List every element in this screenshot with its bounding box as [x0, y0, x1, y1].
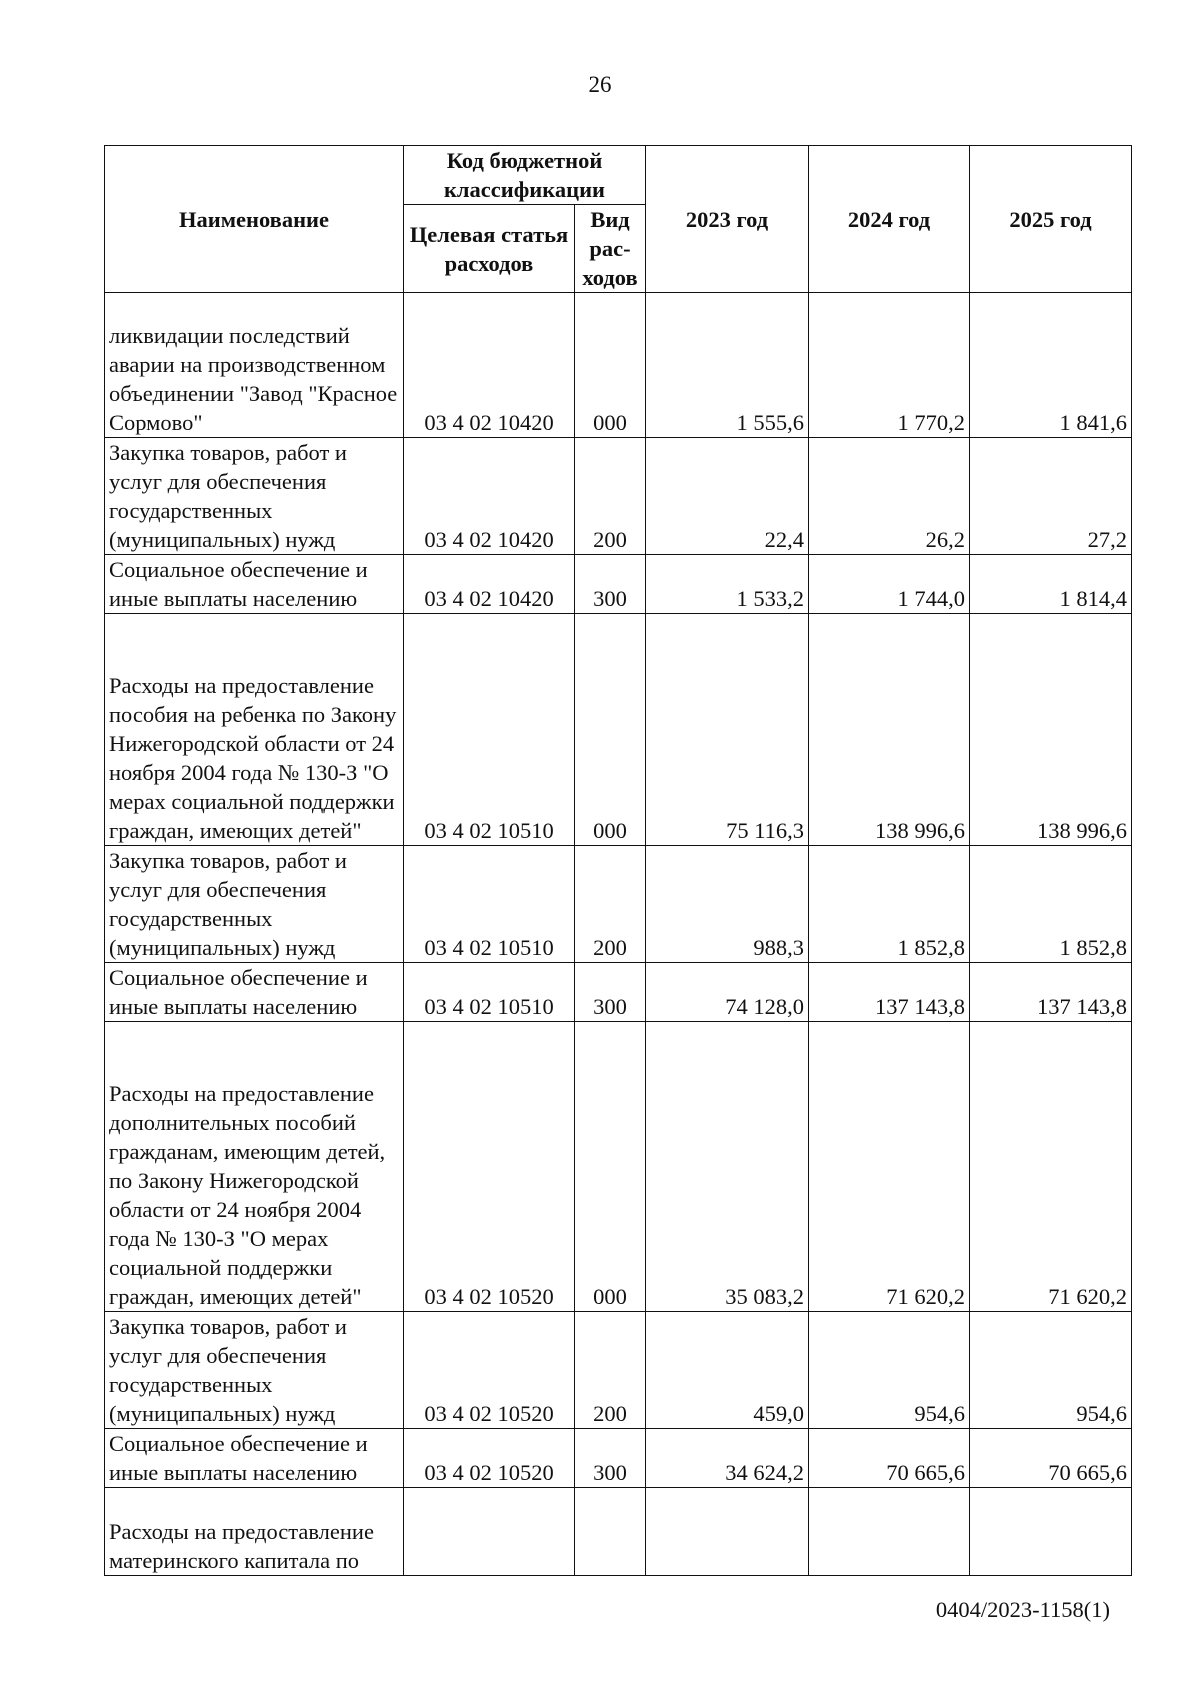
row-value-2024: 70 665,6 [809, 1429, 970, 1488]
header-2023: 2023 год [646, 146, 809, 293]
row-value-2025: 1 852,8 [970, 846, 1132, 963]
row-value-2025: 1 841,6 [970, 293, 1132, 438]
row-name: Закупка товаров, работ и услуг для обеспечения государственных (муниципальных) нужд [105, 438, 404, 555]
row-expense-kind: 000 [575, 293, 646, 438]
row-value-2023: 1 533,2 [646, 555, 809, 614]
row-name: Социальное обеспечение и иные выплаты населению [105, 555, 404, 614]
row-value-2023: 35 083,2 [646, 1022, 809, 1312]
row-expense-kind: 300 [575, 963, 646, 1022]
row-value-2025: 70 665,6 [970, 1429, 1132, 1488]
table-row [105, 1022, 1132, 1312]
row-value-2023: 22,4 [646, 438, 809, 555]
row-value-2025: 71 620,2 [970, 1022, 1132, 1312]
table-row [105, 846, 1132, 963]
row-value-2024: 138 996,6 [809, 614, 970, 846]
row-value-2024: 1 852,8 [809, 846, 970, 963]
row-name: Расходы на предоставление материнского капитала по [105, 1488, 404, 1576]
row-expense-kind: 200 [575, 1312, 646, 1429]
row-value-2023: 34 624,2 [646, 1429, 809, 1488]
row-value-2023: 459,0 [646, 1312, 809, 1429]
table-row [105, 1488, 1132, 1576]
row-value-2024: 26,2 [809, 438, 970, 555]
table-row [105, 1429, 1132, 1488]
row-target-article: 03 4 02 10420 [404, 555, 575, 614]
row-expense-kind: 000 [575, 1022, 646, 1312]
row-target-article: 03 4 02 10520 [404, 1429, 575, 1488]
row-target-article [404, 1488, 575, 1576]
row-value-2023 [646, 1488, 809, 1576]
row-name: Социальное обеспечение и иные выплаты населению [105, 1429, 404, 1488]
row-value-2025: 137 143,8 [970, 963, 1132, 1022]
row-target-article: 03 4 02 10420 [404, 293, 575, 438]
row-value-2023: 1 555,6 [646, 293, 809, 438]
row-target-article: 03 4 02 10510 [404, 963, 575, 1022]
row-value-2023: 988,3 [646, 846, 809, 963]
row-value-2025: 954,6 [970, 1312, 1132, 1429]
table-body [105, 293, 1132, 1576]
row-target-article: 03 4 02 10510 [404, 846, 575, 963]
row-target-article: 03 4 02 10420 [404, 438, 575, 555]
table-row [105, 438, 1132, 555]
row-value-2024: 954,6 [809, 1312, 970, 1429]
row-value-2024: 71 620,2 [809, 1022, 970, 1312]
table-row [105, 293, 1132, 438]
row-expense-kind: 300 [575, 555, 646, 614]
page-number: 26 [588, 72, 612, 97]
header-budget-code: Код бюджетной классификации [404, 146, 646, 205]
header-2025: 2025 год [970, 146, 1132, 293]
table-row [105, 963, 1132, 1022]
row-name: ликвидации последствий аварии на производственном объединении "Завод "Красное Сормово" [105, 293, 404, 438]
row-name: Закупка товаров, работ и услуг для обеспечения государственных (муниципальных) нужд [105, 1312, 404, 1429]
table-row [105, 614, 1132, 846]
row-name: Закупка товаров, работ и услуг для обеспечения государственных (муниципальных) нужд [105, 846, 404, 963]
row-target-article: 03 4 02 10510 [404, 614, 575, 846]
row-value-2023: 74 128,0 [646, 963, 809, 1022]
row-value-2024 [809, 1488, 970, 1576]
table-header [105, 146, 1132, 293]
table-row [105, 555, 1132, 614]
row-expense-kind: 300 [575, 1429, 646, 1488]
header-2024: 2024 год [809, 146, 970, 293]
header-name: Наименование [105, 146, 404, 293]
row-target-article: 03 4 02 10520 [404, 1312, 575, 1429]
row-value-2025 [970, 1488, 1132, 1576]
row-value-2024: 137 143,8 [809, 963, 970, 1022]
row-value-2023: 75 116,3 [646, 614, 809, 846]
header-expense-kind: Вид рас-ходов [575, 205, 646, 293]
header-target-article: Целевая статья расходов [404, 205, 575, 293]
row-target-article: 03 4 02 10520 [404, 1022, 575, 1312]
row-name: Расходы на предоставление пособия на ребенка по Закону Нижегородской области от 24 ноября 2004 года № 130-З "О мерах социальной поддержки граждан, имеющих детей" [105, 614, 404, 846]
row-value-2025: 138 996,6 [970, 614, 1132, 846]
row-expense-kind [575, 1488, 646, 1576]
row-expense-kind: 200 [575, 846, 646, 963]
row-value-2024: 1 770,2 [809, 293, 970, 438]
row-expense-kind: 000 [575, 614, 646, 846]
row-name: Расходы на предоставление дополнительных пособий гражданам, имеющим детей, по Закону Нижегородской области от 24 ноября 2004 года № 130-З "О мерах социальной поддержки граждан, имеющих детей" [105, 1022, 404, 1312]
row-expense-kind: 200 [575, 438, 646, 555]
row-name: Социальное обеспечение и иные выплаты населению [105, 963, 404, 1022]
table-row [105, 1312, 1132, 1429]
budget-table [104, 145, 1132, 1576]
row-value-2025: 1 814,4 [970, 555, 1132, 614]
row-value-2025: 27,2 [970, 438, 1132, 555]
row-value-2024: 1 744,0 [809, 555, 970, 614]
document-code: 0404/2023-1158(1) [935, 1597, 1110, 1622]
